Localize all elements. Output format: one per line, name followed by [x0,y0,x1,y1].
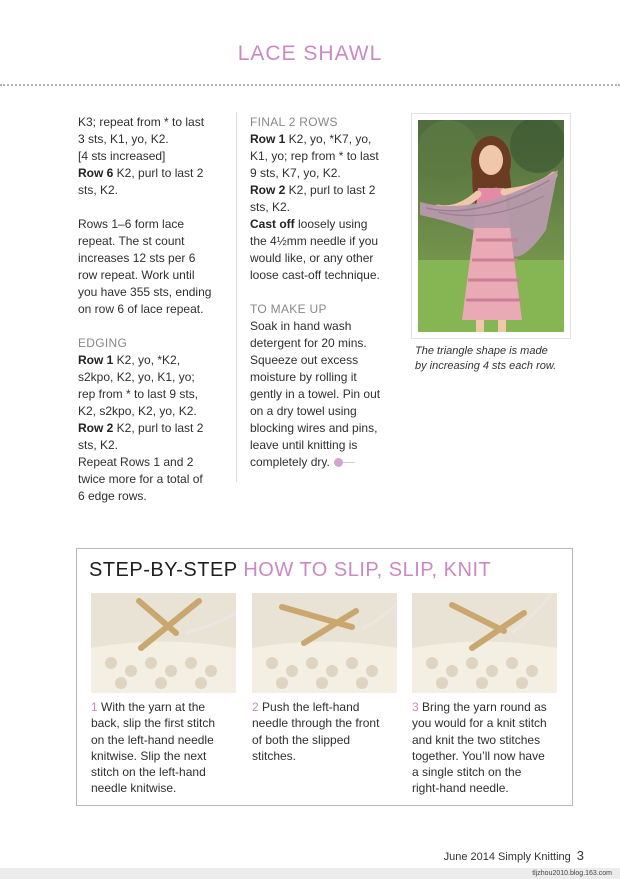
footer-issue: June 2014 Simply Knitting [443,851,571,863]
text-span: K2, purl to last 2 [285,183,376,197]
text-line: 9 sts, K7, yo, K2. [250,166,341,180]
text-line: 6 edge rows. [78,489,147,503]
step-line: on the left-hand needle [91,732,214,747]
step-by-step-title [89,559,491,582]
text-span: With the yarn at the [101,700,206,714]
castoff-label: Cast off [250,217,295,231]
step-line: together. You’ll now have [412,748,545,763]
section-heading-make-up: TO MAKE UP [250,302,327,316]
step-line: needle through the front [252,716,380,731]
text-line: blocking wires and pins, [250,421,378,435]
text-line: would like, or any other [250,251,374,265]
final-line [250,454,400,471]
text-span: Push the left-hand [262,700,360,714]
edging-row2-line [78,420,228,437]
text-line: Soak in hand wash [250,319,352,333]
step-3-text [412,699,560,797]
text-line: Squeeze out excess [250,353,359,367]
watermark-bar [0,868,620,879]
text-line: sts, K2. [78,183,119,197]
text-line: K1, yo; rep from * to last [250,149,379,163]
dotted-divider [0,84,620,86]
caption-line: by increasing 4 sts each row. [415,360,557,372]
section-heading-final-rows: FINAL 2 ROWS [250,115,338,129]
step-line [252,699,400,715]
page-footer [444,848,584,863]
step-line: needle knitwise. [91,781,177,796]
step-line [91,699,239,715]
step-line: stitches. [252,748,297,763]
step-3-image [412,593,557,693]
text-line: the 4½mm needle if you [250,234,379,248]
text-line: K2, s2kpo, K2, yo, K2. [78,404,197,418]
page-number: 3 [576,848,584,863]
row6-line [78,165,228,182]
text-line: leave until knitting is [250,438,358,452]
text-line: on row 6 of lace repeat. [78,302,204,316]
text-line: you have 355 sts, ending [78,285,212,299]
step-by-step-box [76,548,573,806]
text-span: Bring the yarn round as [422,700,547,714]
row-label: Row 2 [250,183,286,197]
text-span: K2, yo, *K7, yo, [285,132,372,146]
watermark-text: tljzhou2010.blog.163.com [532,870,612,877]
page-title: LACE SHAWL [237,42,383,65]
text-line: gently in a towel. Pin out [250,387,381,401]
row-label: Row 1 [78,353,114,367]
step-line: stitch on the left-hand [91,765,206,780]
row-label: Row 2 [78,421,114,435]
end-marker-icon [334,458,343,467]
text-line: increases 12 sts per 6 [78,251,196,265]
step-line: back, slip the first stitch [91,716,216,731]
text-line: moisture by rolling it [250,370,357,384]
text-line: on a dry towel using [250,404,357,418]
photo-caption [415,344,575,374]
castoff-line [250,216,400,233]
text-line: sts, K2. [250,200,291,214]
step-line [412,699,560,715]
text-line: 3 sts, K1, yo, K2. [78,132,169,146]
text-line: detergent for 20 mins. [250,336,367,350]
step-number: 1 [91,700,98,714]
row-label: Row 6 [78,166,114,180]
text-line: sts, K2. [78,438,119,452]
text-line: twice more for a total of [78,472,203,486]
text-span: K2, yo, *K2, [113,353,181,367]
pattern-column-1 [78,114,228,505]
title-pink: HOW TO SLIP, SLIP, KNIT [243,559,492,581]
step-line: knitwise. Slip the next [91,748,207,763]
step-line: right-hand needle. [412,781,509,796]
shawl-photo [412,114,570,338]
column-divider [236,112,237,482]
step-2-image [252,593,397,693]
text-span: loosely using [294,217,368,231]
step-line: a single stitch on the [412,765,522,780]
step-number: 3 [412,700,419,714]
row-label: Row 1 [250,132,286,146]
step-line: of both the slipped [252,732,351,747]
caption-line: The triangle shape is made [415,345,548,357]
final-row2-line [250,182,400,199]
edging-row1-line [78,352,228,369]
end-marker-line [343,462,355,463]
text-span: K2, purl to last 2 [113,421,204,435]
text-line: [4 sts increased] [78,149,166,163]
step-line: you would for a knit stitch [412,716,547,731]
step-line: and knit the two stitches [412,732,541,747]
text-line: s2kpo, K2, yo, K1, yo; [78,370,195,384]
title-dark: STEP-BY-STEP [89,559,238,581]
step-1-text [91,699,239,797]
text-line: Repeat Rows 1 and 2 [78,455,194,469]
text-span: K2, purl to last 2 [113,166,204,180]
step-number: 2 [252,700,259,714]
final-row1-line [250,131,400,148]
text-line: loose cast-off technique. [250,268,380,282]
section-heading-edging: EDGING [78,336,128,350]
step-2-text [252,699,400,764]
text-line: repeat. The st count [78,234,185,248]
text-line: rep from * to last 9 sts, [78,387,199,401]
pattern-column-2 [250,114,400,471]
text-line: Rows 1–6 form lace [78,217,185,231]
text-line: K3; repeat from * to last [78,115,205,129]
step-1-image [91,593,236,693]
woman-wearing-shawl-image [418,120,564,332]
text-span: completely dry. [250,455,330,469]
text-line: row repeat. Work until [78,268,195,282]
